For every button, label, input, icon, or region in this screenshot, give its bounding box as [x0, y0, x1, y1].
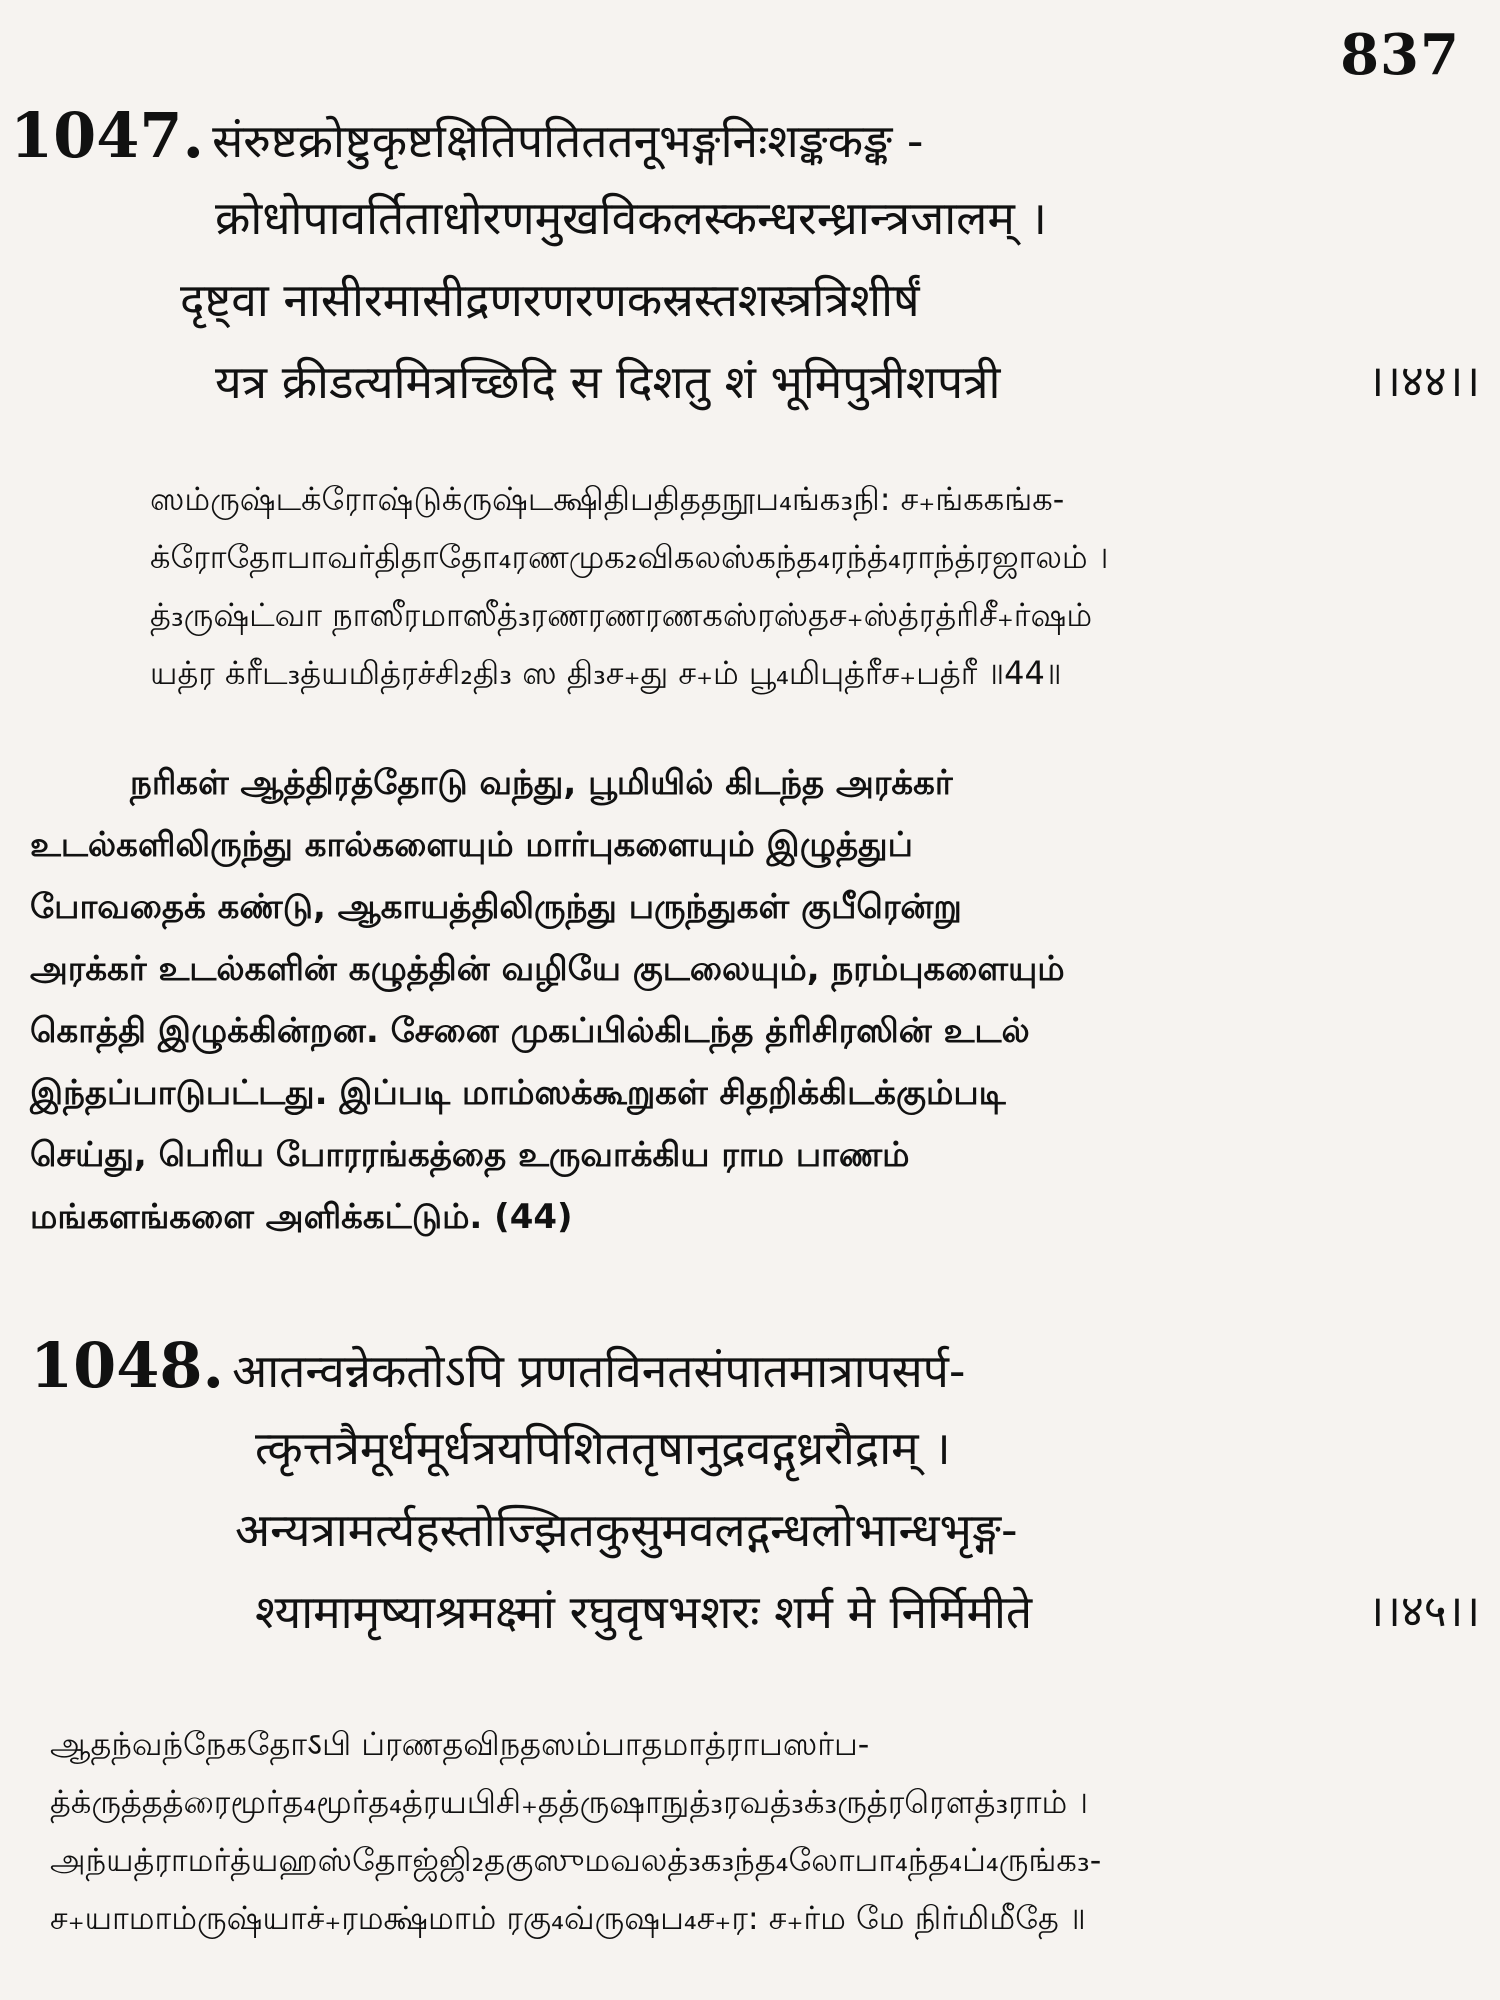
verse-1047-line-2: [0, 177, 1480, 259]
page-number: 837: [1340, 22, 1460, 88]
commentary-line-1: நரிகள் ஆத்திரத்தோடு வந்து, பூமியில் கிடந்த அரக்கர்: [130, 763, 953, 803]
verse-1047-text-1: संरुष्टक्रोष्टुकृष्टक्षितिपतिततनूभङ्गनिःशङ्ककङ्क -: [212, 114, 924, 168]
verse-1047-line-3: [0, 259, 1480, 341]
verse-1047-transliteration: [150, 470, 1450, 702]
verse-1048-transliteration: [50, 1715, 1470, 1947]
verse-1048-text-2: त्कृत्तत्रैमूर्धमूर्धत्रयपिशिततृषानुद्रवद्गृध्ररौद्राम् ।: [255, 1421, 951, 1475]
verse-1048-line-2: [0, 1407, 1480, 1489]
commentary-line-3: போவதைக் கண்டு, ஆகாயத்திலிருந்து பருந்துகள் குபீரென்று: [30, 887, 962, 927]
verse-1047-sanskrit: [0, 95, 1480, 423]
verse-1047-text-3: दृष्ट्वा नासीरमासीद्रणरणरणकस्रस्तशस्त्रत्रिशीर्षं: [180, 273, 920, 327]
verse-1048-text-3: अन्यत्रामर्त्यहस्तोज्झितकुसुमवलद्गन्धलोभान्धभृङ्ग-: [235, 1503, 1018, 1557]
translit-1047-line-3: த்₃ருஷ்ட்வா நாஸீரமாஸீத்₃ரணரணரணகஸ்ரஸ்தச₊ஸ்த்ரத்ரிசீ₊ர்ஷம்: [150, 596, 1093, 634]
verse-1048-text-4: श्यामामृष्याश्रमक्ष्मां रघुवृषभशरः शर्म मे निर्मिमीते: [255, 1585, 1033, 1639]
verse-1047-line-1: [0, 95, 1480, 177]
verse-1048-line-4: [0, 1571, 1480, 1653]
verse-1047-text-4: यत्र क्रीडत्यमित्रच्छिदि स दिशतु शं भूमिपुत्रीशपत्री: [215, 355, 1001, 409]
translit-1047-line-1: ஸம்ருஷ்டக்ரோஷ்டுக்ருஷ்டக்ஷிதிபதிததநூப₄ங்க₃நி: ச₊ங்ககங்க-: [150, 480, 1065, 518]
translit-1048-line-1: ஆதந்வந்நேகதோऽபி ப்ரணதவிநதஸம்பாதமாத்ராபஸர்ப-: [50, 1725, 870, 1763]
verse-1047-mark: ।।४४।।: [1367, 356, 1480, 407]
commentary-line-8: மங்களங்களை அளிக்கட்டும். (44): [30, 1197, 573, 1237]
translit-1047-line-2: க்ரோதோபாவர்திதாதோ₄ரணமுக₂விகலஸ்கந்த₄ரந்த்₄ராந்த்ரஜாலம் ।: [150, 538, 1109, 576]
commentary-line-2: உடல்களிலிருந்து கால்களையும் மார்புகளையும் இழுத்துப்: [30, 825, 913, 865]
verse-1047-line-4: [0, 341, 1480, 423]
translit-1048-line-3: அந்யத்ராமர்த்யஹஸ்தோஜ்ஜி₂தகுஸுமவலத்₃க₃ந்த₄லோபா₄ந்த₄ப்₄ருங்க₃-: [50, 1841, 1102, 1879]
translit-1047-line-4: யத்ர க்ரீட₃த்யமித்ரச்சி₂தி₃ ஸ தி₃ச₊து ச₊ம் பூ₄மிபுத்ரீச₊பத்ரீ ॥44॥: [150, 654, 1062, 692]
commentary-line-6: இந்தப்பாடுபட்டது. இப்படி மாம்ஸக்கூறுகள் சிதறிக்கிடக்கும்படி: [30, 1073, 1006, 1113]
translit-1048-line-2: த்க்ருத்தத்ரைமூர்த₄மூர்த₄த்ரயபிசி₊தத்ருஷாநுத்₃ரவத்₃க்₃ருத்ரரௌத்₃ராம் ।: [50, 1783, 1088, 1821]
translit-1048-line-4: ச₊யாமாம்ருஷ்யாச்₊ரமக்ஷ்மாம் ரகு₄வ்ருஷப₄ச₊ர: ச₊ர்ம மே நிர்மிமீதே ॥: [50, 1899, 1086, 1937]
verse-1047-number: 1047.: [10, 99, 205, 172]
verse-1048-mark: ।।४५।।: [1367, 1586, 1480, 1637]
verse-1047-commentary: [30, 752, 1470, 1248]
commentary-line-4: அரக்கர் உடல்களின் கழுத்தின் வழியே குடலையும், நரம்புகளையும்: [30, 949, 1065, 989]
verse-1047-text-2: क्रोधोपावर्तिताधोरणमुखविकलस्कन्धरन्ध्रान्त्रजालम् ।: [215, 191, 1047, 245]
verse-1048-number: 1048.: [30, 1329, 225, 1402]
verse-1048-line-1: [0, 1325, 1480, 1407]
verse-1048-sanskrit: [0, 1325, 1480, 1653]
commentary-line-5: கொத்தி இழுக்கின்றன. சேனை முகப்பில்கிடந்த த்ரிசிரஸின் உடல்: [30, 1011, 1030, 1051]
commentary-line-7: செய்து, பெரிய போரரங்கத்தை உருவாக்கிய ராம பாணம்: [30, 1135, 910, 1175]
verse-1048-text-1: आतन्वन्नेकतोऽपि प्रणतविनतसंपातमात्रापसर्प-: [232, 1344, 966, 1398]
verse-1048-line-3: [0, 1489, 1480, 1571]
